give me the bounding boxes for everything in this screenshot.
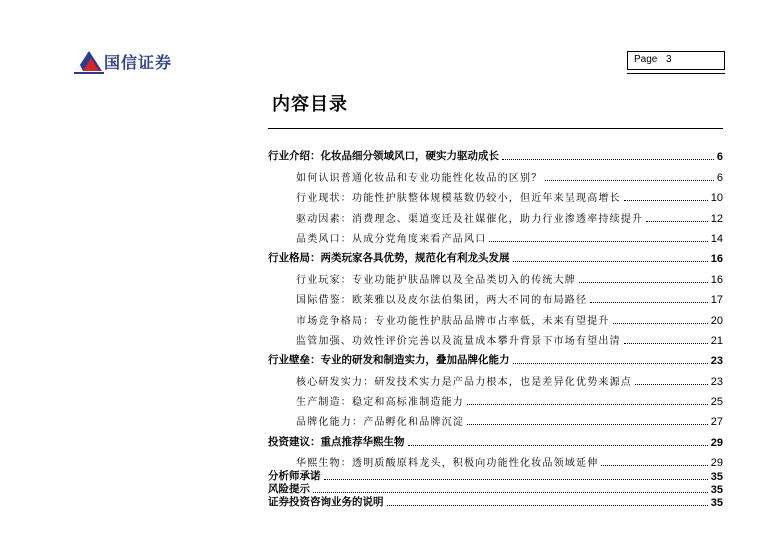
toc-entry[interactable] (268, 496, 723, 509)
toc-entry[interactable] (268, 449, 723, 469)
toc-entry-page: 12 (710, 212, 723, 225)
toc-entry[interactable] (268, 204, 723, 224)
company-logo-icon (74, 49, 104, 73)
toc-entry-page: 17 (710, 294, 723, 307)
toc-entry[interactable] (268, 327, 723, 347)
title-divider (268, 128, 723, 129)
logo-underline (74, 72, 104, 74)
toc-entry[interactable] (268, 143, 723, 163)
toc-entry-page: 6 (716, 151, 723, 164)
toc-leader-dots (590, 301, 708, 303)
toc-entry-page: 14 (710, 232, 723, 245)
page-number: 3 (666, 54, 672, 65)
toc-entry-title: 华熙生物：透明质酸原料龙头，积极向功能性化妆品领域延伸 (296, 458, 599, 470)
toc-entry-title: 行业格局：两类玩家各具优势，规范化有利龙头发展 (268, 252, 510, 265)
company-logo (74, 46, 194, 76)
toc-leader-dots (313, 491, 708, 493)
toc-entry-title: 监管加强、功效性评价完善以及流量成本攀升背景下市场有望出清 (296, 335, 621, 347)
toc-entry[interactable] (268, 225, 723, 245)
toc-entry-page: 23 (710, 355, 723, 368)
toc-leader-dots (513, 260, 708, 262)
toc-entry-page: 35 (710, 470, 723, 483)
toc-entry[interactable] (268, 408, 723, 428)
toc-leader-dots (579, 281, 708, 283)
toc-entry-title: 生产制造：稳定和高标准制造能力 (296, 397, 464, 409)
toc-leader-dots (502, 158, 714, 160)
toc-entry-title: 核心研发实力：研发技术实力是产品力根本，也是差异化优势来源点 (296, 376, 632, 388)
toc-leader-dots (624, 199, 708, 201)
toc-leader-dots (613, 322, 708, 324)
toc-entry-page: 16 (710, 273, 723, 286)
toc-leader-dots (646, 220, 708, 222)
toc-entry-page: 25 (710, 396, 723, 409)
toc-entry-title: 分析师承诺 (268, 469, 321, 482)
toc-entry-title: 行业壁垒：专业的研发和制造实力，叠加品牌化能力 (268, 354, 510, 367)
toc-entry-page: 23 (710, 375, 723, 388)
toc-entry[interactable] (268, 184, 723, 204)
toc-entry[interactable] (268, 265, 723, 285)
toc-entry-title: 如何认识普通化妆品和专业功能性化妆品的区别？ (296, 172, 543, 184)
toc-leader-dots (324, 478, 708, 480)
toc-title: 内容目录 (272, 94, 348, 115)
toc-entry[interactable] (268, 286, 723, 306)
toc-leader-dots (489, 240, 707, 242)
toc-entry-title: 品类风口：从成分党角度来看产品风口 (296, 233, 487, 245)
toc-entry-page: 16 (710, 253, 723, 266)
toc-entry-page: 29 (710, 436, 723, 449)
toc-entry-page: 6 (716, 171, 723, 184)
toc-leader-dots (513, 362, 708, 364)
toc-entry-title: 行业介绍：化妆品细分领域风口，硬实力驱动成长 (268, 150, 499, 163)
toc-entry[interactable] (268, 469, 723, 482)
toc-leader-dots (408, 444, 708, 446)
toc-entry-title: 国际借鉴：欧莱雅以及皮尔法伯集团，两大不同的布局路径 (296, 295, 588, 307)
company-name: 国信证券 (104, 53, 173, 72)
page-indicator (627, 51, 725, 70)
toc-entry[interactable] (268, 388, 723, 408)
toc-entry-page: 20 (710, 314, 723, 327)
page-label: Page (634, 54, 658, 65)
toc-entry-page: 21 (710, 334, 723, 347)
toc-entry-title: 行业现状：功能性护肤整体规模基数仍较小，但近年来呈现高增长 (296, 193, 621, 205)
toc-leader-dots (601, 464, 707, 466)
toc-entry-title: 行业玩家：专业功能护肤品牌以及全品类切入的传统大牌 (296, 274, 576, 286)
toc-entry[interactable] (268, 428, 723, 448)
toc-leader-dots (387, 504, 708, 506)
toc-entry[interactable] (268, 347, 723, 367)
toc-entry-title: 品牌化能力：产品孵化和品牌沉淀 (296, 417, 464, 429)
toc-leader-dots (624, 342, 708, 344)
toc-leader-dots (467, 403, 708, 405)
toc-entry-title: 驱动因素：消费理念、渠道变迁及社媒催化，助力行业渗透率持续提升 (296, 213, 644, 225)
toc-entry-page: 10 (710, 192, 723, 205)
toc-entry[interactable] (268, 306, 723, 326)
toc-entry[interactable] (268, 163, 723, 183)
header-divider (627, 73, 725, 74)
toc-entry-page: 35 (710, 497, 723, 510)
toc-leader-dots (635, 383, 708, 385)
toc-entry-title: 证券投资咨询业务的说明 (268, 496, 384, 509)
toc-leader-dots (545, 179, 713, 181)
toc-entry-title: 投资建议：重点推荐华熙生物 (268, 435, 405, 448)
toc-entry-page: 35 (710, 484, 723, 497)
toc-entry-title: 市场竞争格局：专业功能性护肤品品牌市占率低，未来有望提升 (296, 315, 610, 327)
toc-entry-page: 27 (710, 416, 723, 429)
toc-entry[interactable] (268, 367, 723, 387)
toc-leader-dots (467, 423, 708, 425)
toc-entry[interactable] (268, 245, 723, 265)
table-of-contents (268, 143, 723, 509)
toc-entry-title: 风险提示 (268, 483, 310, 496)
toc-entry-page: 29 (710, 457, 723, 470)
